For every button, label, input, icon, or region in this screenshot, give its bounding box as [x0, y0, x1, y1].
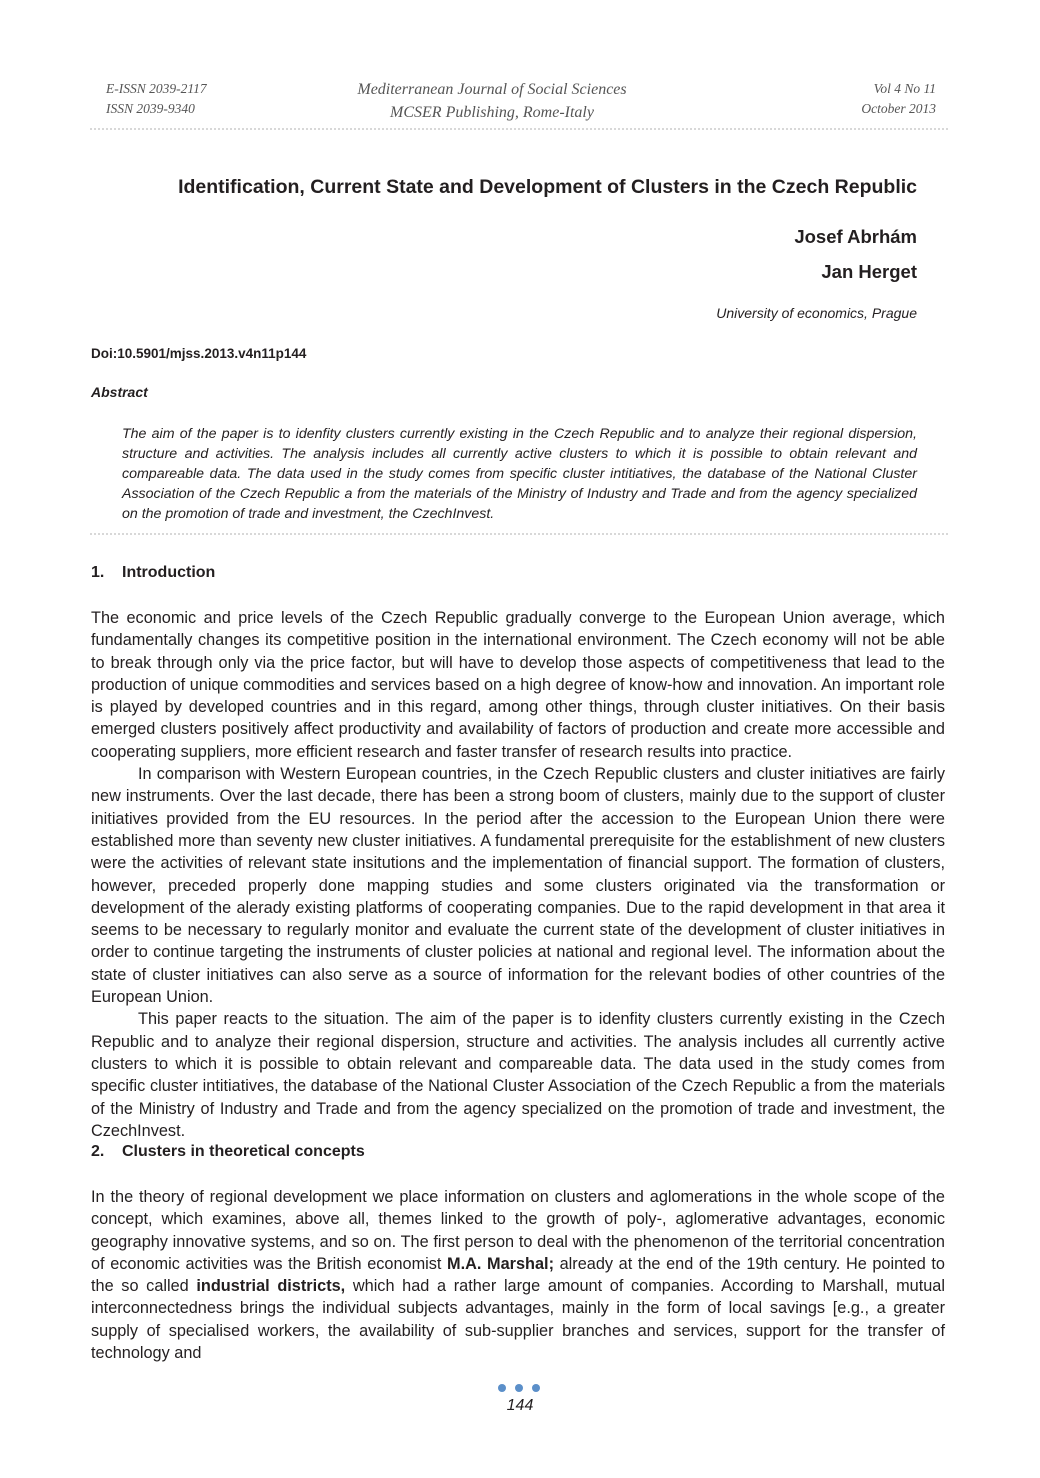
section-heading-introduction	[91, 564, 215, 582]
section-number: 2.	[91, 1143, 105, 1160]
issue-date: October 2013	[861, 101, 936, 116]
abstract-heading: Abstract	[91, 384, 148, 400]
doi: Doi:10.5901/mjss.2013.v4n11p144	[91, 346, 307, 361]
ornament-dot	[515, 1384, 523, 1392]
section-title: Introduction	[122, 564, 216, 581]
journal-block	[340, 78, 644, 124]
paragraph: This paper reacts to the situation. The aim of the paper is to idenfity clusters currently existing in the Czech Republic and to analyze their regional dispersion, structure and activities. The analysis includes all currently active clusters to which it is possible to obtain relevant and compareable data. The data used in the study comes from specific cluster intitiatives, the database of the National Cluster Association of the Czech Republic a from the materials of the Ministry of Industry and Trade and from the agency specialized on the promotion of trade and investment, the CzechInvest.	[91, 1010, 945, 1140]
text-run: which had a rather large amount of companies. According to Marshall, mutual interconnectedness brings the individual subjects advantages, mainly in the form of local savings [e.g., a greater supply of specialised workers, the availability of sub-supplier branches and services, support for the transfer of technology and	[91, 1277, 945, 1363]
author-name: Jan Herget	[821, 261, 917, 282]
paragraph: In comparison with Western European countries, in the Czech Republic clusters and cluster initiatives are fairly new instruments. Over the last decade, there has been a strong boom of clusters, mainly due to the support of cluster initiatives provided from the EU resources. In the period after the accession to the European Union there were established more than seventy new cluster initiatives. A fundamental prerequisite for the establishment of new clusters were the activities of relevant state insitutions and the implementation of financial support. The formation of clusters, however, preceded properly done mapping studies and some clusters originated via the transformation or development of the alerady existing platforms of cooperating companies. Due to the rapid development in that area it seems to be necessary to regularly monitor and evaluate the current state of the development of cluster initiatives in order to continue targeting the instruments of cluster policies at national and regional level. The information about the state of cluster initiatives can also serve as a source of information for the relevant bodies of other countries of the European Union.	[91, 765, 945, 1007]
paragraph: The economic and price levels of the Czech Republic gradually converge to the European Union average, which fundamentally changes its competitive position in the international environment. The Czech economy will not be able to break through only via the price factor, but will have to develop those aspects of competitiveness that lead to the production of unique commodities and services based on a high degree of know-how and innovation. An important role is played by developed countries and in this regard, among other things, through cluster initiatives. On their basis emerged clusters positively affect productivity and availability of factors of production and create more accessible and cooperating suppliers, more efficient research and faster transfer of research results into practice.	[91, 609, 945, 761]
issn: ISSN 2039-9340	[106, 101, 195, 116]
abstract-divider	[90, 533, 948, 535]
bold-term: M.A. Marshal;	[447, 1254, 554, 1273]
affiliation: University of economics, Prague	[716, 305, 917, 321]
introduction-body	[91, 607, 945, 1142]
theory-body	[91, 1186, 945, 1364]
ornament-dot	[498, 1384, 506, 1392]
footer-ornament	[498, 1384, 542, 1394]
bold-term: industrial districts,	[196, 1277, 346, 1296]
section-heading-theory	[91, 1143, 365, 1161]
paper-title: Identification, Current State and Development of Clusters in the Czech Republic	[178, 176, 917, 198]
publisher: MCSER Publishing, Rome-Italy	[390, 104, 594, 121]
section-title: Clusters in theoretical concepts	[122, 1143, 365, 1160]
text-run: In the theory of regional development we place information on clusters and aglomerations in the whole scope of the concept, which examines, above all, themes linked to the growth of poly-, aglomerative advantages, economic geography innovative systems, and so on. The first person to deal with the phenomenon of the territorial concentration of economic activities was the British economist	[91, 1188, 945, 1273]
header-divider	[90, 128, 948, 130]
ornament-dot	[532, 1384, 540, 1392]
page-number: 144	[506, 1397, 534, 1414]
paragraph	[91, 1186, 945, 1364]
abstract-text: The aim of the paper is to idenfity clusters currently existing in the Czech Republic and to analyze their regional dispersion, structure and activities. The analysis includes all currently active clusters to which it is possible to obtain relevant and compareable data. The data used in the study comes from specific cluster intitiatives, the database of the National Cluster Association of the Czech Republic a from the materials of the Ministry of Industry and Trade and from the agency specialized on the promotion of trade and investment, the CzechInvest.	[122, 426, 917, 522]
issue-block	[861, 79, 936, 119]
text-run: already at the end of the 19th century. He pointed to the so called	[91, 1254, 945, 1296]
section-number: 1.	[91, 564, 105, 581]
eissn: E-ISSN 2039-2117	[106, 81, 207, 96]
journal-name: Mediterranean Journal of Social Sciences	[357, 81, 627, 98]
volume: Vol 4 No 11	[873, 81, 936, 96]
author-name: Josef Abrhám	[794, 226, 917, 247]
issn-block	[106, 79, 207, 119]
